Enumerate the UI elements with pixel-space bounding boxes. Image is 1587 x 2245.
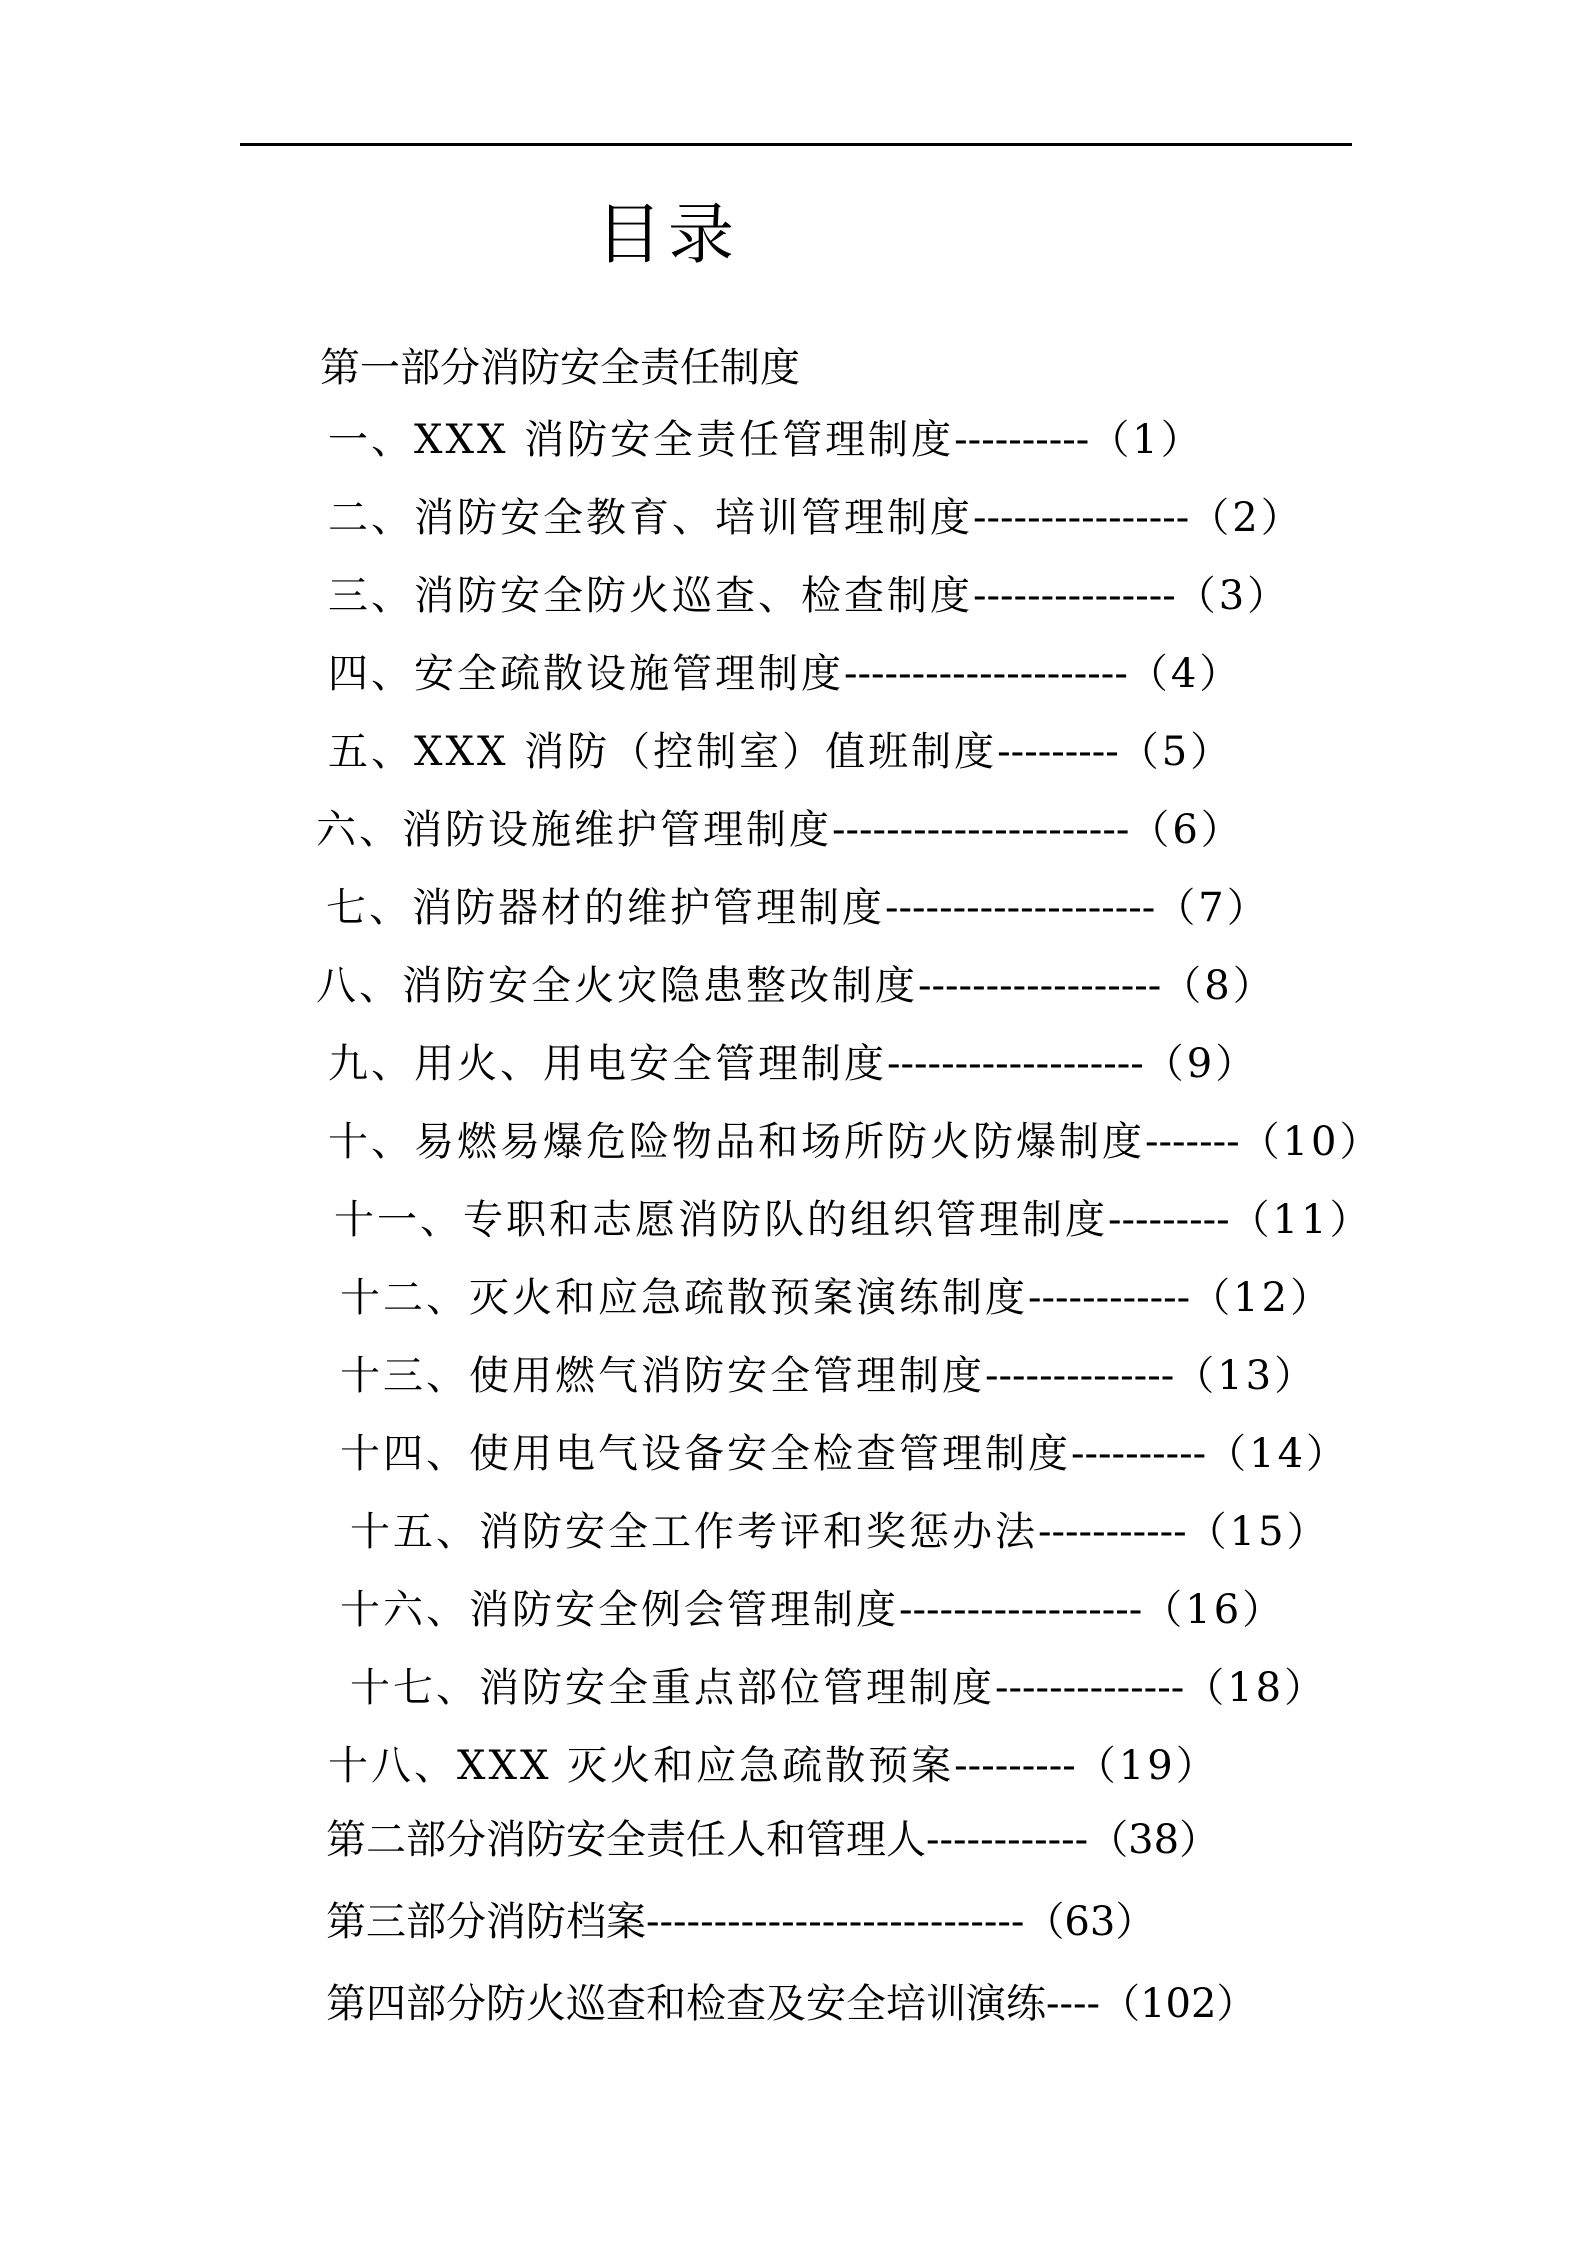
toc-page-number: （15） xyxy=(1186,1509,1330,1555)
toc-entry-16[interactable] xyxy=(340,1582,1285,1638)
toc-entry-label: 十六、消防安全例会管理制度 xyxy=(340,1587,899,1633)
toc-page-number: （14） xyxy=(1206,1431,1350,1477)
toc-entry-2[interactable] xyxy=(328,490,1304,546)
toc-page-number: （13） xyxy=(1174,1353,1318,1399)
toc-page-number: （38） xyxy=(1088,1817,1220,1863)
toc-entry-label: 十七、消防安全重点部位管理制度 xyxy=(350,1665,995,1711)
toc-page-number: （11） xyxy=(1229,1197,1373,1243)
toc-entry-label: 四、安全疏散设施管理制度 xyxy=(328,651,844,697)
toc-leader: -------------------- xyxy=(885,885,1156,931)
toc-entry-label: 十四、使用电气设备安全检查管理制度 xyxy=(340,1431,1071,1477)
toc-leader: ------------------ xyxy=(899,1587,1143,1633)
toc-entry-17[interactable] xyxy=(350,1660,1327,1716)
toc-leader: ---------------- xyxy=(973,495,1190,541)
toc-entry-8[interactable] xyxy=(316,958,1276,1014)
toc-page-number: （7） xyxy=(1155,885,1270,931)
toc-leader: ------------------- xyxy=(887,1041,1144,1087)
toc-entry-13[interactable] xyxy=(340,1348,1317,1404)
toc-entry-label: 八、消防安全火灾隐患整改制度 xyxy=(316,963,918,1009)
toc-entry-10[interactable] xyxy=(328,1114,1383,1170)
toc-entry-label: 一、XXX 消防安全责任管理制度 xyxy=(328,417,955,463)
toc-leader: -------------- xyxy=(985,1353,1175,1399)
toc-leader: ---------- xyxy=(1071,1431,1207,1477)
toc-leader: ----------- xyxy=(1038,1509,1187,1555)
toc-entry-14[interactable] xyxy=(340,1426,1349,1482)
toc-entry-label: 七、消防器材的维护管理制度 xyxy=(326,885,885,931)
toc-entry-6[interactable] xyxy=(316,802,1244,858)
toc-leader: ------------ xyxy=(1028,1275,1191,1321)
toc-leader: ---- xyxy=(1046,1981,1101,2027)
toc-entry-9[interactable] xyxy=(328,1036,1258,1092)
toc-page-number: （10） xyxy=(1239,1119,1383,1165)
toc-leader: ---------- xyxy=(954,417,1090,463)
toc-entry-label: 十八、XXX 灭火和应急疏散预案 xyxy=(328,1743,955,1789)
toc-leader: --------- xyxy=(954,1743,1076,1789)
toc-entry-5[interactable] xyxy=(328,724,1233,780)
toc-entry-12[interactable] xyxy=(340,1270,1333,1326)
toc-page-number: （9） xyxy=(1143,1041,1259,1087)
toc-entry-label: 十五、消防安全工作考评和奖惩办法 xyxy=(350,1509,1038,1555)
toc-leader: ---------------------- xyxy=(832,807,1130,853)
toc-entry-label: 十、易燃易爆危险物品和场所防火防爆制度 xyxy=(328,1119,1145,1165)
toc-entry-label: 三、消防安全防火巡查、检查制度 xyxy=(328,573,973,619)
toc-page-number: （19） xyxy=(1075,1743,1219,1789)
toc-page-number: （63） xyxy=(1024,1899,1156,1945)
toc-entry-label: 十一、专职和志愿消防队的组织管理制度 xyxy=(334,1197,1108,1243)
toc-leader: -------------- xyxy=(995,1665,1185,1711)
toc-leader: --------- xyxy=(997,729,1119,775)
toc-leader: ---------------------------- xyxy=(646,1899,1025,1945)
toc-page-number: （18） xyxy=(1184,1665,1328,1711)
toc-entry-label: 十三、使用燃气消防安全管理制度 xyxy=(340,1353,985,1399)
toc-entry-3[interactable] xyxy=(328,568,1290,624)
toc-leader: ------------------ xyxy=(918,963,1162,1009)
toc-entry-11[interactable] xyxy=(334,1192,1373,1248)
toc-leader: ------- xyxy=(1145,1119,1240,1165)
toc-entry-label: 二、消防安全教育、培训管理制度 xyxy=(328,495,973,541)
toc-page-number: （6） xyxy=(1129,807,1244,853)
toc-leader: --------------------- xyxy=(844,651,1128,697)
toc-page-number: （2） xyxy=(1189,495,1304,541)
toc-part-4[interactable] xyxy=(326,1976,1256,2032)
toc-page-number: （16） xyxy=(1142,1587,1286,1633)
toc-leader: --------- xyxy=(1108,1197,1230,1243)
toc-leader: ------------ xyxy=(926,1817,1089,1863)
toc-page-number: （1） xyxy=(1089,417,1204,463)
header-rule xyxy=(240,143,1352,146)
toc-page-number: （8） xyxy=(1161,963,1276,1009)
toc-entry-4[interactable] xyxy=(328,646,1242,702)
page-title: 目录 xyxy=(596,196,740,273)
toc-page-number: （4） xyxy=(1127,651,1243,697)
toc-part-label: 第四部分防火巡查和检查及安全培训演练 xyxy=(326,1981,1046,2027)
part-1-heading: 第一部分消防安全责任制度 xyxy=(320,345,800,391)
toc-page-number: （3） xyxy=(1175,573,1291,619)
toc-page-number: （12） xyxy=(1190,1275,1334,1321)
toc-part-2[interactable] xyxy=(326,1812,1219,1868)
toc-entry-label: 六、消防设施维护管理制度 xyxy=(316,807,832,853)
toc-page-number: （102） xyxy=(1100,1981,1257,2027)
toc-part-3[interactable] xyxy=(326,1894,1155,1950)
toc-part-label: 第三部分消防档案 xyxy=(326,1899,646,1945)
toc-entry-1[interactable] xyxy=(328,412,1204,468)
toc-entry-label: 十二、灭火和应急疏散预案演练制度 xyxy=(340,1275,1028,1321)
toc-page-number: （5） xyxy=(1118,729,1234,775)
toc-part-label: 第二部分消防安全责任人和管理人 xyxy=(326,1817,926,1863)
toc-leader: --------------- xyxy=(973,573,1176,619)
toc-entry-7[interactable] xyxy=(326,880,1270,936)
toc-entry-label: 五、XXX 消防（控制室）值班制度 xyxy=(328,729,998,775)
toc-entry-label: 九、用火、用电安全管理制度 xyxy=(328,1041,887,1087)
toc-entry-15[interactable] xyxy=(350,1504,1330,1560)
toc-entry-18[interactable] xyxy=(328,1738,1219,1794)
